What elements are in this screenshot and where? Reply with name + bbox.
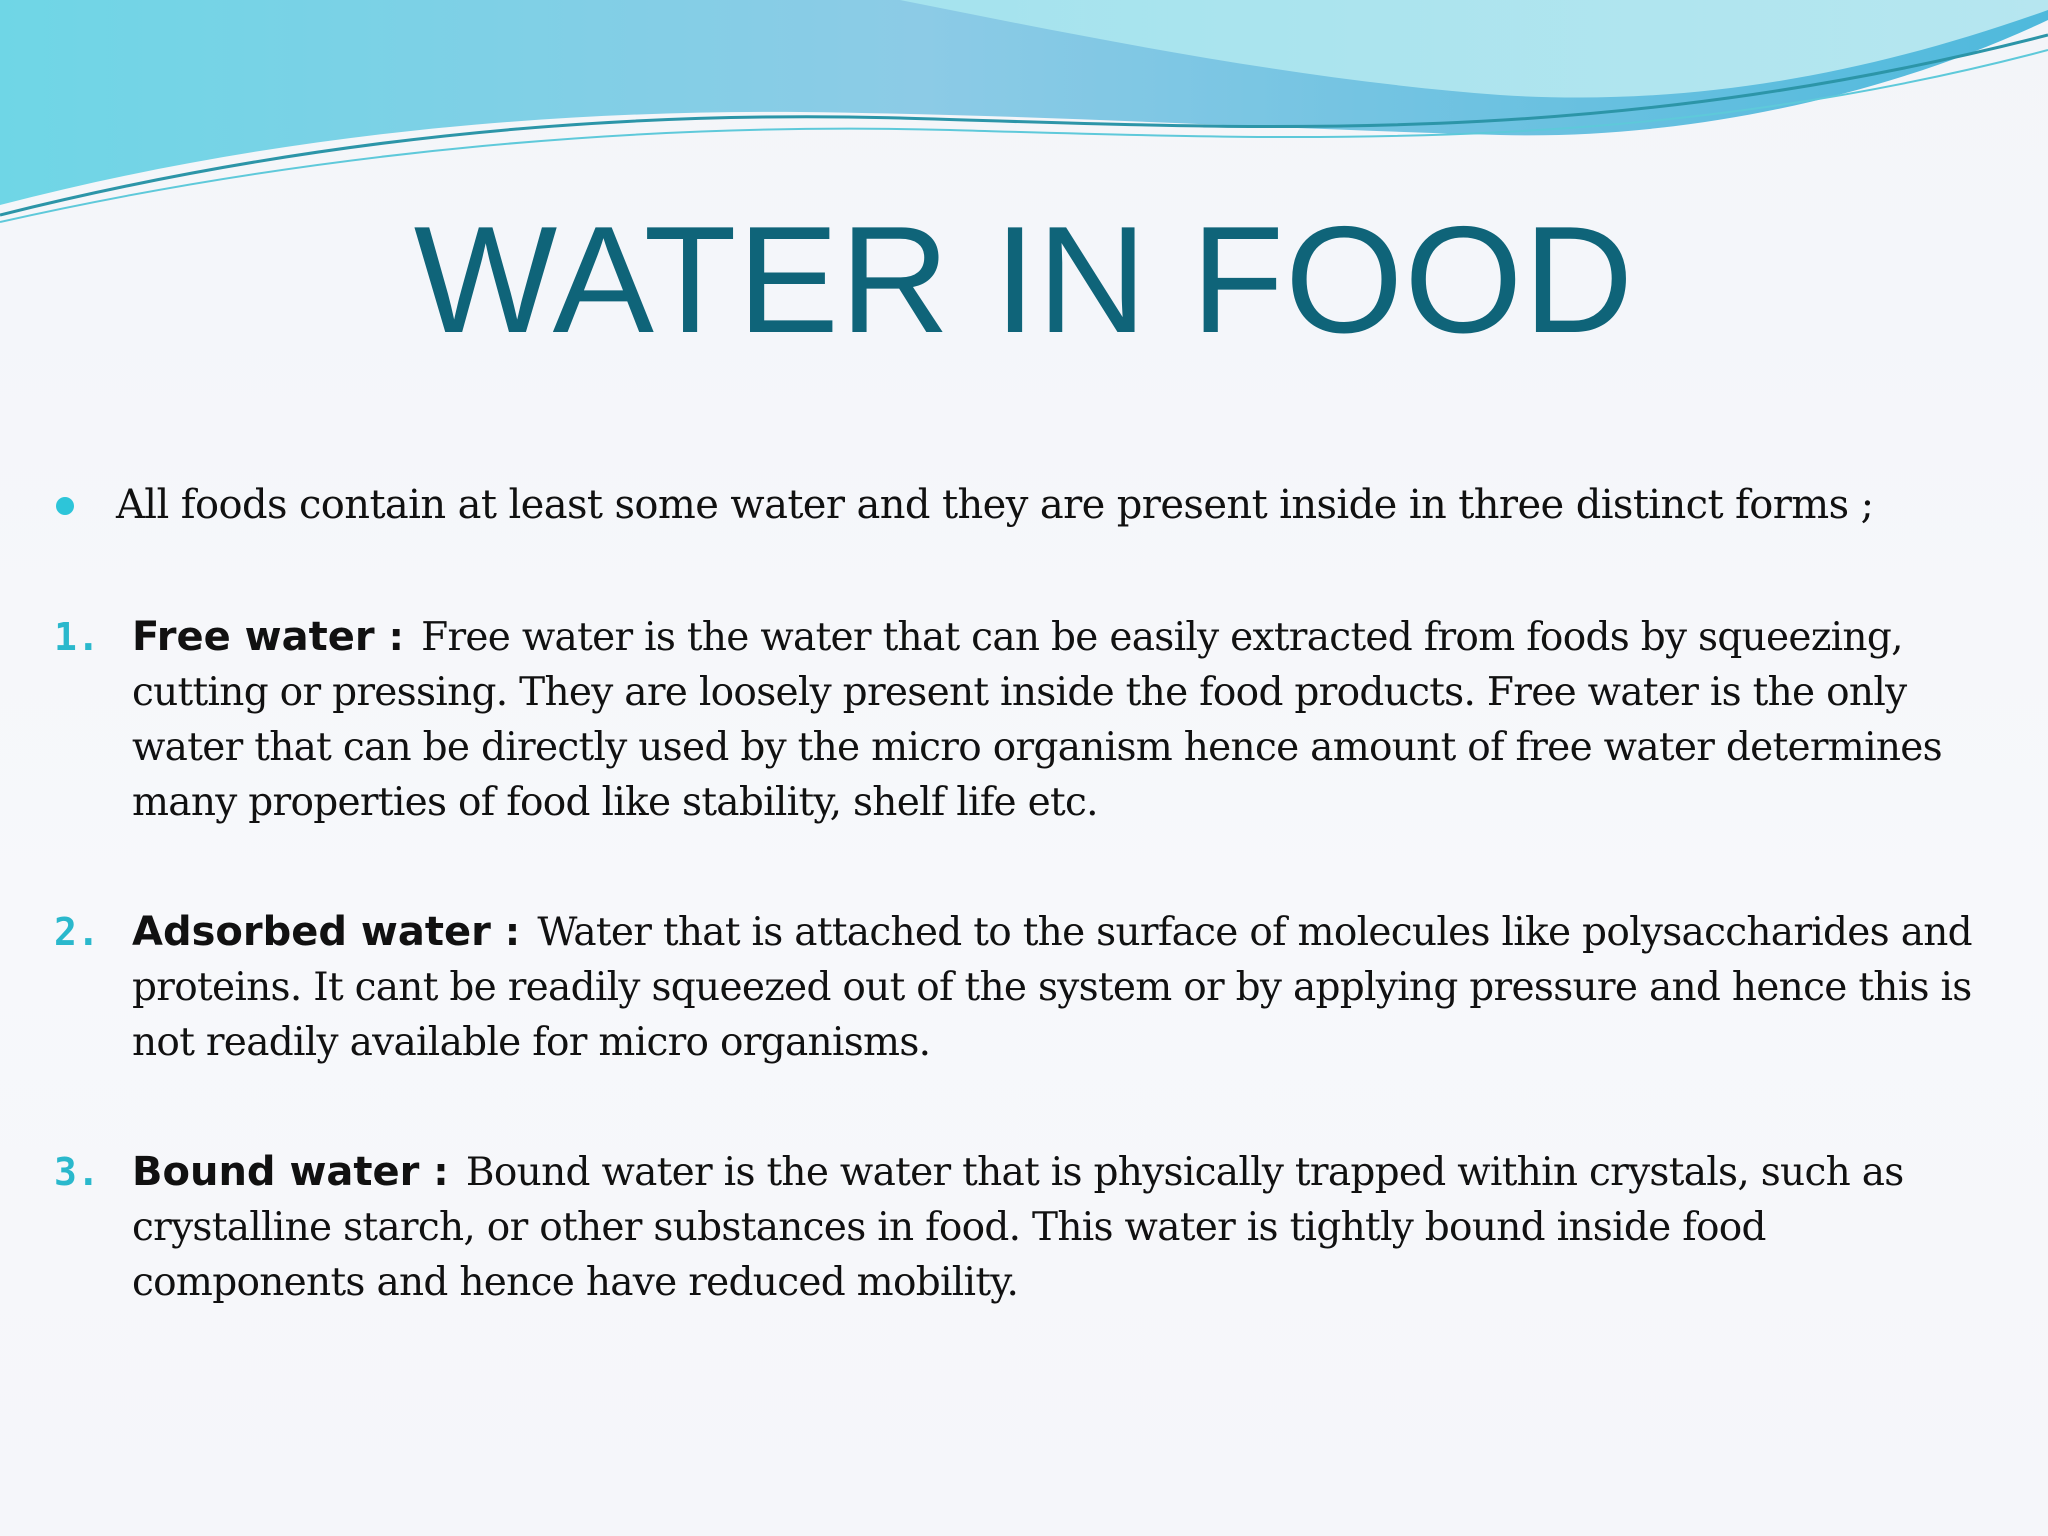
term-description: Free water is the water that can be easily extracted from foods by squeezing, cutting or pressing. They are loosely present inside the food products. Free water is the only water that can be directly used by the micro organism hence amount of free water determines many properties of food like stability, shelf life etc. bbox=[132, 615, 1942, 825]
list-item-body bbox=[132, 905, 1989, 1070]
intro-bullet bbox=[56, 475, 1986, 535]
term-label: Adsorbed water bbox=[132, 909, 491, 955]
intro-text: All foods contain at least some water and they are present inside in three distinct forms ; bbox=[116, 482, 1874, 528]
term-description: Water that is attached to the surface of molecules like polysaccharides and proteins. It cant be readily squeezed out of the system or by applying pressure and hence this is not readily available for micro organisms. bbox=[132, 910, 1972, 1065]
term-label: Free water bbox=[132, 614, 375, 660]
list-item-body bbox=[132, 1145, 1989, 1310]
list-item-bound-water bbox=[54, 1145, 1989, 1310]
term-colon: : bbox=[504, 910, 520, 954]
term-colon: : bbox=[433, 1150, 448, 1194]
term-colon: : bbox=[388, 615, 404, 659]
list-item-body bbox=[132, 610, 1989, 830]
list-item-number: 2. bbox=[54, 910, 100, 954]
list-item-free-water bbox=[54, 610, 1989, 830]
slide-title: WATER IN FOOD bbox=[413, 195, 1635, 365]
bullet-dot-icon bbox=[56, 497, 74, 515]
term-label: Bound water bbox=[132, 1149, 420, 1195]
list-item-number: 3. bbox=[54, 1150, 100, 1194]
term-description: Bound water is the water that is physically trapped within crystals, such as crystalline starch, or other substances in food. This water is tightly bound inside food components and hence have reduced mobility. bbox=[132, 1150, 1904, 1305]
list-item-number: 1. bbox=[54, 615, 100, 659]
list-item-adsorbed-water bbox=[54, 905, 1989, 1070]
